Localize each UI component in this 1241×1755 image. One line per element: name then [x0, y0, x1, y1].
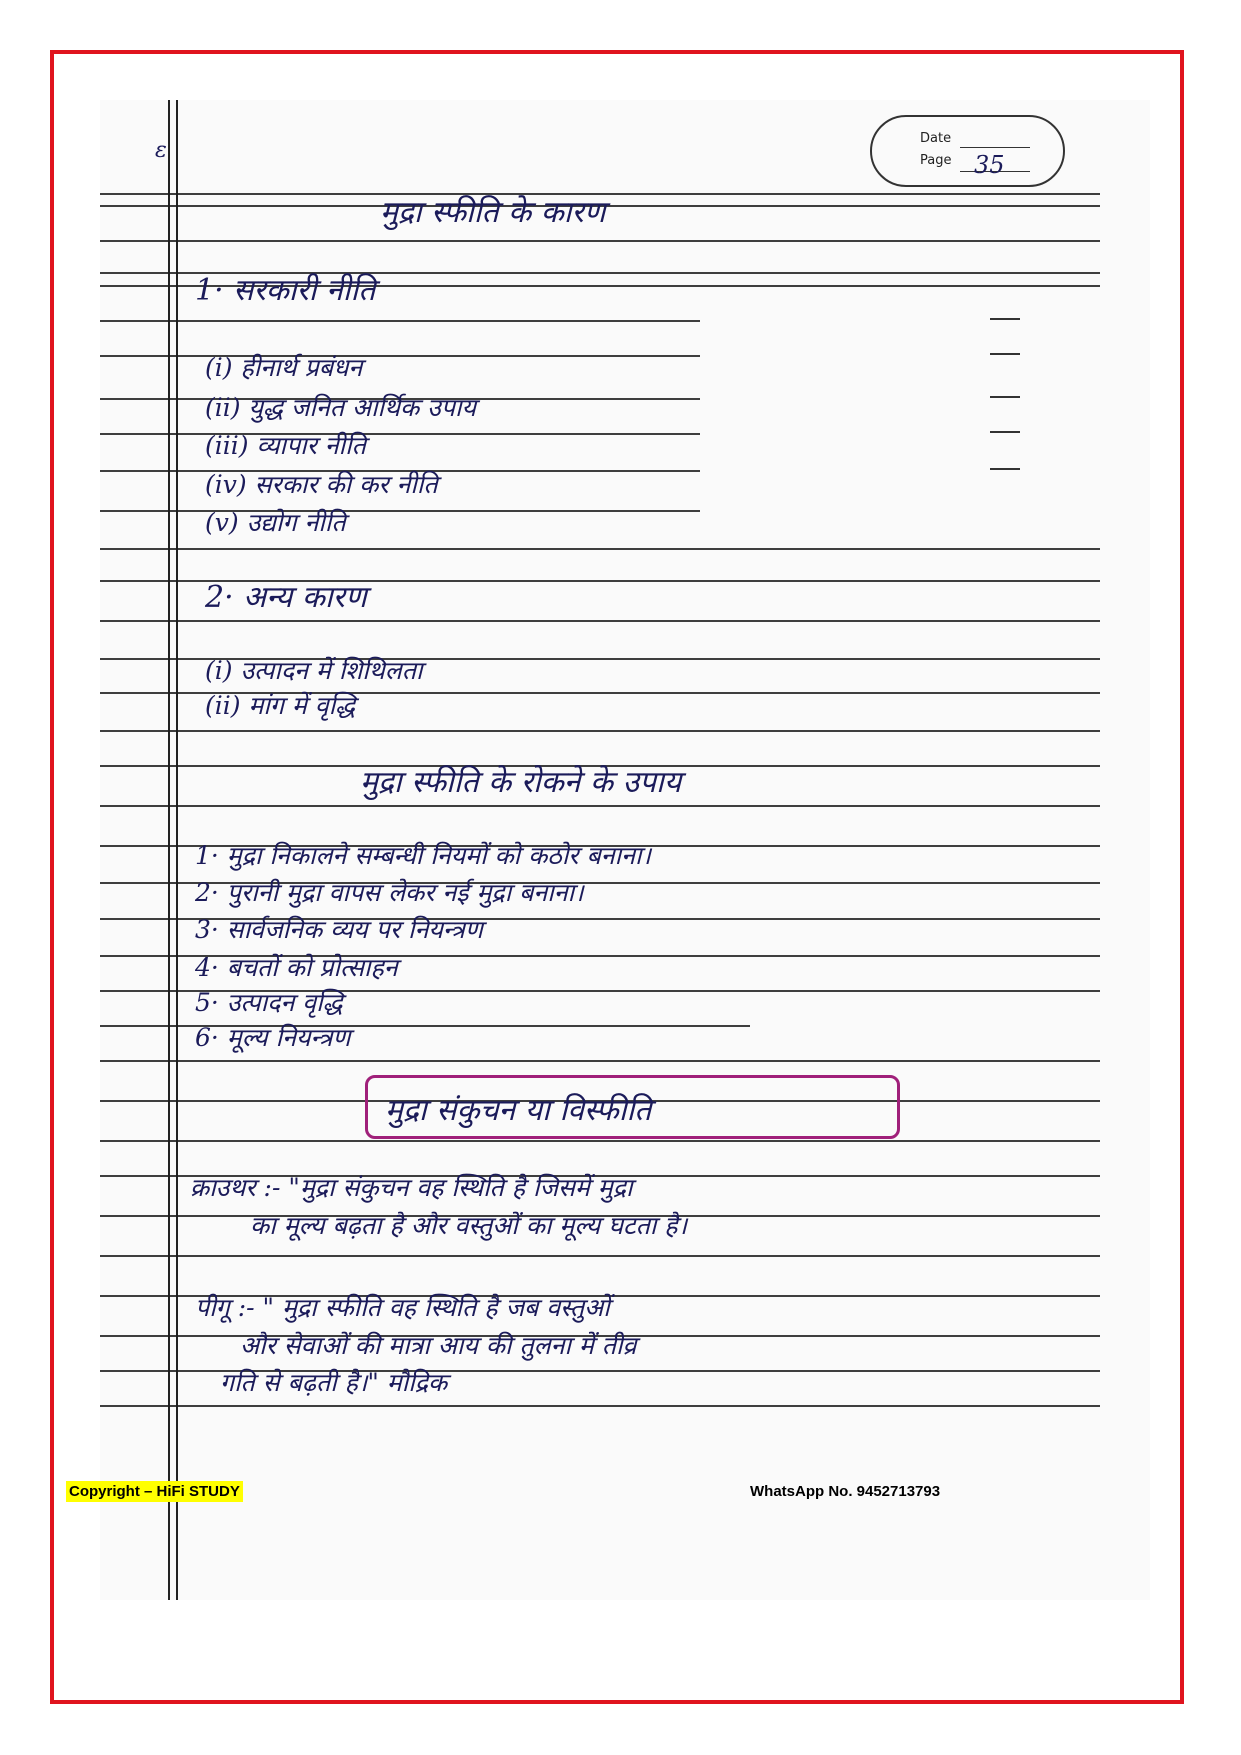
ruled-line: [100, 730, 1100, 732]
margin-line: [168, 100, 170, 1600]
list-item: 2· पुरानी मुद्रा वापस लेकर नई मुद्रा बनाना।: [195, 878, 584, 907]
list-item: (ii) मांग में वृद्धि: [205, 691, 356, 720]
page-label: Page: [920, 153, 952, 168]
list-item: (iii) व्यापार नीति: [205, 431, 366, 460]
margin-dash: [990, 318, 1020, 320]
ruled-line: [100, 433, 700, 435]
remedies-heading: मुद्रा स्फीति के रोकने के उपाय: [360, 765, 682, 800]
definition-line: का मूल्य बढ़ता है और वस्तुओं का मूल्य घटता है।: [250, 1211, 688, 1240]
ruled-line: [100, 510, 700, 512]
list-item: 5· उत्पादन वृद्धि: [195, 988, 343, 1017]
list-item: (ii) युद्ध जनित आर्थिक उपाय: [205, 393, 476, 422]
margin-dash: [990, 353, 1020, 355]
list-item: (v) उद्योग नीति: [205, 508, 346, 537]
margin-line: [176, 100, 178, 1600]
definition-line: गति से बढ़ती है।" मौद्रिक: [220, 1368, 448, 1397]
whatsapp-label: WhatsApp No. 9452713793: [750, 1483, 941, 1500]
margin-dash: [990, 468, 1020, 470]
margin-mark: ε: [155, 138, 167, 163]
ruled-line: [100, 1405, 1100, 1407]
list-item: 4· बचतों को प्रोत्साहन: [195, 953, 398, 982]
deflation-heading: मुद्रा संकुचन या विस्फीति: [385, 1093, 652, 1128]
definition-line: पीगू :- " मुद्रा स्फीति वह स्थिति है जब वस्तुओं: [195, 1293, 610, 1322]
date-page-stamp: [870, 115, 1065, 187]
ruled-line: [100, 1060, 1100, 1062]
definition-line: क्राउथर :- "मुद्रा संकुचन वह स्थिति है जिसमें मुद्रा: [190, 1173, 633, 1202]
ruled-line: [100, 548, 1100, 550]
notebook-page: [100, 100, 1150, 1600]
list-item: 1· मुद्रा निकालने सम्बन्धी नियमों को कठोर बनाना।: [195, 841, 651, 870]
list-item: (i) उत्पादन में शिथिलता: [205, 656, 423, 685]
ruled-line: [100, 620, 1100, 622]
list-item: 3· सार्वजनिक व्यय पर नियन्त्रण: [195, 915, 483, 944]
section2-heading: 2· अन्य कारण: [205, 580, 367, 615]
ruled-line: [100, 240, 1100, 242]
ruled-line: [100, 1140, 1100, 1142]
ruled-line: [100, 805, 1100, 807]
list-item: (iv) सरकार की कर नीति: [205, 470, 438, 499]
page-title: मुद्रा स्फीति के कारण: [380, 195, 606, 230]
date-line: [960, 147, 1030, 148]
date-label: Date: [920, 131, 952, 146]
list-item: (i) हीनार्थ प्रबंधन: [205, 353, 363, 382]
ruled-line: [100, 320, 700, 322]
ruled-line: [100, 1255, 1100, 1257]
section1-heading: 1· सरकारी नीति: [195, 273, 376, 308]
list-item: 6· मूल्य नियन्त्रण: [195, 1023, 351, 1052]
page-number: 35: [974, 151, 1005, 179]
copyright-label: Copyright – HiFi STUDY: [66, 1481, 243, 1502]
margin-dash: [990, 431, 1020, 433]
margin-dash: [990, 396, 1020, 398]
definition-line: और सेवाओं की मात्रा आय की तुलना में तीव्र: [240, 1331, 637, 1360]
ruled-line: [100, 355, 700, 357]
